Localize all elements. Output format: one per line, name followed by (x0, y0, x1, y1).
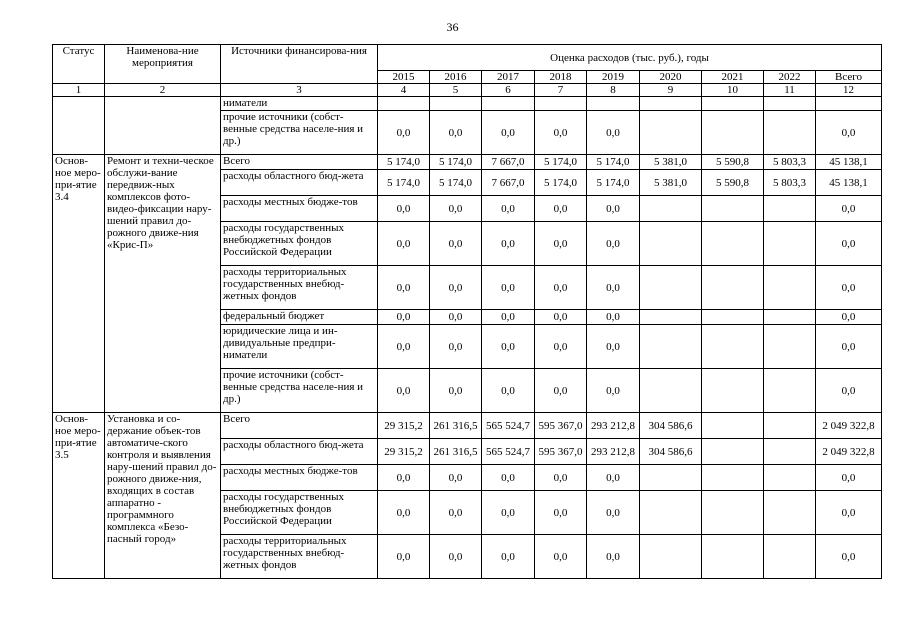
value-cell: 0,0 (535, 369, 587, 413)
value-cell: 0,0 (535, 310, 587, 325)
value-cell: 0,0 (535, 535, 587, 579)
value-cell (640, 266, 702, 310)
value-cell: 0,0 (482, 535, 535, 579)
value-cell: 29 315,2 (378, 413, 430, 439)
value-cell: 0,0 (430, 111, 482, 155)
year-header: 2020 (640, 71, 702, 84)
value-cell: 0,0 (482, 266, 535, 310)
value-cell: 0,0 (816, 196, 882, 222)
value-cell (764, 369, 816, 413)
value-cell: 0,0 (535, 325, 587, 369)
year-header: Всего (816, 71, 882, 84)
value-cell (764, 97, 816, 111)
value-cell: 0,0 (378, 369, 430, 413)
value-cell: 5 174,0 (430, 170, 482, 196)
value-cell: 5 174,0 (430, 155, 482, 170)
page-number: 36 (446, 20, 459, 34)
value-cell: 0,0 (587, 535, 640, 579)
index-cell: 12 (816, 84, 882, 97)
value-cell: 0,0 (587, 369, 640, 413)
value-cell: 5 803,3 (764, 170, 816, 196)
table-row (53, 97, 882, 111)
value-cell (764, 439, 816, 465)
value-cell: 0,0 (587, 325, 640, 369)
value-cell: 0,0 (816, 111, 882, 155)
value-cell (764, 325, 816, 369)
source-cell: расходы территориальных государственных внебюд-жетных фондов (221, 535, 378, 579)
value-cell (764, 222, 816, 266)
value-cell: 45 138,1 (816, 155, 882, 170)
value-cell: 0,0 (816, 325, 882, 369)
year-header: 2018 (535, 71, 587, 84)
value-cell: 0,0 (482, 222, 535, 266)
value-cell (764, 491, 816, 535)
value-cell (764, 465, 816, 491)
value-cell: 0,0 (430, 266, 482, 310)
value-cell: 0,0 (378, 222, 430, 266)
value-cell (640, 465, 702, 491)
value-cell: 0,0 (816, 266, 882, 310)
value-cell: 0,0 (378, 465, 430, 491)
col-name-header: Наименова-ние мероприятия (105, 45, 221, 84)
value-cell: 0,0 (430, 222, 482, 266)
index-cell: 2 (105, 84, 221, 97)
value-cell: 595 367,0 (535, 413, 587, 439)
value-cell: 2 049 322,8 (816, 413, 882, 439)
value-cell: 0,0 (482, 111, 535, 155)
value-cell: 0,0 (482, 310, 535, 325)
value-cell: 5 590,8 (702, 170, 764, 196)
value-cell: 0,0 (535, 465, 587, 491)
name-cell (105, 97, 221, 155)
value-cell: 293 212,8 (587, 413, 640, 439)
value-cell (702, 266, 764, 310)
value-cell: 5 174,0 (535, 155, 587, 170)
value-cell: 0,0 (378, 196, 430, 222)
value-cell (587, 97, 640, 111)
value-cell: 0,0 (430, 465, 482, 491)
value-cell (702, 369, 764, 413)
value-cell (702, 111, 764, 155)
value-cell: 7 667,0 (482, 155, 535, 170)
value-cell (702, 325, 764, 369)
value-cell: 293 212,8 (587, 439, 640, 465)
value-cell: 565 524,7 (482, 439, 535, 465)
value-cell: 0,0 (587, 196, 640, 222)
value-cell: 0,0 (430, 535, 482, 579)
value-cell: 0,0 (430, 310, 482, 325)
value-cell: 45 138,1 (816, 170, 882, 196)
value-cell (640, 369, 702, 413)
index-cell: 7 (535, 84, 587, 97)
value-cell (640, 97, 702, 111)
value-cell: 5 174,0 (587, 155, 640, 170)
value-cell: 595 367,0 (535, 439, 587, 465)
index-row (53, 84, 882, 97)
source-cell: расходы местных бюдже-тов (221, 196, 378, 222)
source-cell: Всего (221, 155, 378, 170)
value-cell (764, 535, 816, 579)
index-cell: 6 (482, 84, 535, 97)
index-cell: 3 (221, 84, 378, 97)
value-cell: 0,0 (430, 369, 482, 413)
value-cell: 0,0 (378, 266, 430, 310)
value-cell: 0,0 (378, 310, 430, 325)
value-cell: 0,0 (378, 111, 430, 155)
value-cell: 0,0 (482, 491, 535, 535)
value-cell: 0,0 (816, 222, 882, 266)
value-cell: 0,0 (535, 111, 587, 155)
value-cell (640, 222, 702, 266)
source-cell: расходы областного бюд-жета (221, 439, 378, 465)
year-header: 2019 (587, 71, 640, 84)
header-row (53, 45, 882, 71)
value-cell (640, 111, 702, 155)
value-cell (764, 111, 816, 155)
value-cell: 0,0 (535, 491, 587, 535)
table-row (53, 155, 882, 170)
value-cell: 5 174,0 (378, 170, 430, 196)
value-cell: 0,0 (482, 369, 535, 413)
value-cell: 565 524,7 (482, 413, 535, 439)
value-cell: 0,0 (430, 196, 482, 222)
value-cell (535, 97, 587, 111)
value-cell (702, 97, 764, 111)
value-cell: 7 667,0 (482, 170, 535, 196)
value-cell: 0,0 (535, 222, 587, 266)
measure-name-cell: Установка и со-держание объек-тов автоматиче-ского контроля и выявления нару-шений правил до-рожного движе-ния, входящих в состав аппаратно - программного комплекса «Безо-пасный город» (105, 413, 221, 579)
col-sources-header: Источники финансирова-ния (221, 45, 378, 84)
source-cell: расходы государственных внебюджетных фондов Российской Федерации (221, 491, 378, 535)
value-cell: 5 590,8 (702, 155, 764, 170)
status-cell: Основ-ное меро-при-ятие 3.4 (53, 155, 105, 413)
value-cell: 5 174,0 (378, 155, 430, 170)
index-cell: 5 (430, 84, 482, 97)
value-cell: 29 315,2 (378, 439, 430, 465)
value-cell (702, 491, 764, 535)
value-cell (702, 413, 764, 439)
col-status-header: Статус (53, 45, 105, 84)
year-header: 2022 (764, 71, 816, 84)
value-cell: 5 174,0 (587, 170, 640, 196)
value-cell (430, 97, 482, 111)
value-cell: 0,0 (587, 222, 640, 266)
value-cell: 0,0 (378, 491, 430, 535)
expense-table (52, 44, 882, 579)
value-cell: 304 586,6 (640, 439, 702, 465)
value-cell: 0,0 (378, 325, 430, 369)
value-cell (640, 325, 702, 369)
source-cell: Всего (221, 413, 378, 439)
value-cell: 261 316,5 (430, 439, 482, 465)
value-cell (702, 196, 764, 222)
value-cell (702, 222, 764, 266)
value-cell (764, 196, 816, 222)
index-cell: 1 (53, 84, 105, 97)
source-cell: федеральный бюджет (221, 310, 378, 325)
value-cell: 304 586,6 (640, 413, 702, 439)
value-cell: 0,0 (587, 491, 640, 535)
value-cell: 0,0 (482, 465, 535, 491)
value-cell: 5 174,0 (535, 170, 587, 196)
year-header: 2015 (378, 71, 430, 84)
col-estimate-header: Оценка расходов (тыс. руб.), годы (378, 45, 882, 71)
value-cell: 0,0 (587, 111, 640, 155)
value-cell: 0,0 (430, 325, 482, 369)
year-header: 2017 (482, 71, 535, 84)
table-row (53, 413, 882, 439)
value-cell (702, 465, 764, 491)
value-cell (640, 535, 702, 579)
value-cell: 0,0 (535, 196, 587, 222)
value-cell: 0,0 (587, 310, 640, 325)
value-cell: 2 049 322,8 (816, 439, 882, 465)
value-cell: 0,0 (535, 266, 587, 310)
value-cell (640, 491, 702, 535)
source-cell: расходы областного бюд-жета (221, 170, 378, 196)
source-cell: ниматели (221, 97, 378, 111)
source-cell: расходы государственных внебюджетных фондов Российской Федерации (221, 222, 378, 266)
value-cell: 0,0 (587, 266, 640, 310)
source-cell: расходы местных бюдже-тов (221, 465, 378, 491)
source-cell: прочие источники (собст-венные средства населе-ния и др.) (221, 369, 378, 413)
value-cell: 0,0 (482, 196, 535, 222)
value-cell (378, 97, 430, 111)
index-cell: 10 (702, 84, 764, 97)
value-cell: 5 381,0 (640, 155, 702, 170)
value-cell: 0,0 (816, 535, 882, 579)
value-cell: 261 316,5 (430, 413, 482, 439)
value-cell (816, 97, 882, 111)
value-cell: 0,0 (816, 369, 882, 413)
value-cell: 5 803,3 (764, 155, 816, 170)
value-cell: 0,0 (816, 310, 882, 325)
value-cell (764, 266, 816, 310)
year-header: 2016 (430, 71, 482, 84)
value-cell (764, 413, 816, 439)
value-cell (764, 310, 816, 325)
index-cell: 9 (640, 84, 702, 97)
value-cell: 0,0 (816, 491, 882, 535)
value-cell: 0,0 (816, 465, 882, 491)
value-cell (702, 310, 764, 325)
value-cell: 0,0 (482, 325, 535, 369)
source-cell: юридические лица и ин-дивидуальные предпри-ниматели (221, 325, 378, 369)
index-cell: 11 (764, 84, 816, 97)
value-cell (702, 439, 764, 465)
source-cell: расходы территориальных государственных внебюд-жетных фондов (221, 266, 378, 310)
value-cell: 5 381,0 (640, 170, 702, 196)
value-cell: 0,0 (378, 535, 430, 579)
source-cell: прочие источники (собст-венные средства населе-ния и др.) (221, 111, 378, 155)
value-cell: 0,0 (430, 491, 482, 535)
measure-name-cell: Ремонт и техни-ческое обслужи-вание передвиж-ных комплексов фото-видео-фиксации нару-шений правил до-рожного движе-ния «Крис-П» (105, 155, 221, 413)
value-cell (702, 535, 764, 579)
index-cell: 8 (587, 84, 640, 97)
value-cell (640, 310, 702, 325)
value-cell: 0,0 (587, 465, 640, 491)
year-header: 2021 (702, 71, 764, 84)
status-cell (53, 97, 105, 155)
value-cell (482, 97, 535, 111)
status-cell: Основ-ное меро-при-ятие 3.5 (53, 413, 105, 579)
value-cell (640, 196, 702, 222)
index-cell: 4 (378, 84, 430, 97)
